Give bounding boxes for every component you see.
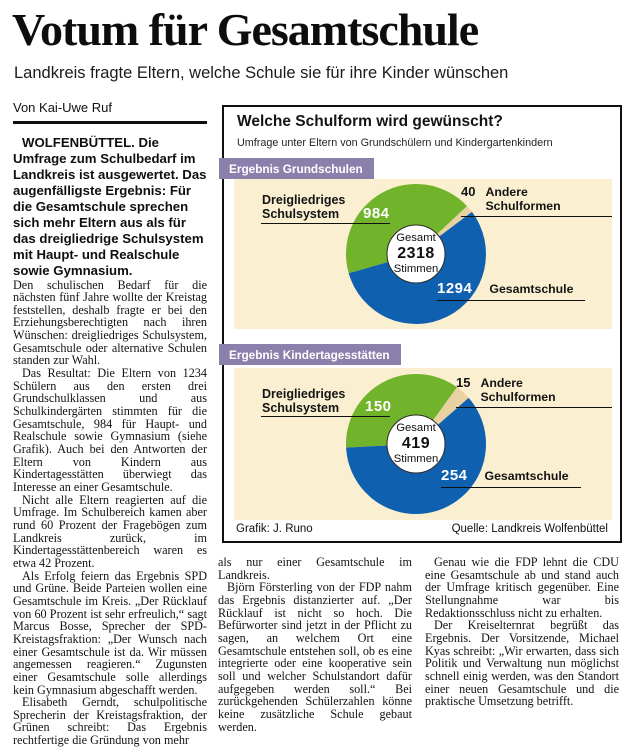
graphic-credit: Grafik: J. Runo: [236, 523, 313, 535]
center-label-bottom: Stimmen: [393, 452, 439, 465]
paragraph: Der Kreiselternrat begrüßt das Ergebnis. Der Vorsitzende, Michael Kyas schreibt: „Wir erwarten, dass sich Politik und Verwaltung nun möglichst schnell einig werden, was den Standort einer neuen Gesamtschule und die praktische Umsetzung betrifft.: [425, 618, 619, 709]
center-label-value: 419: [401, 434, 431, 452]
slice-label-schulsystem: Dreigliedriges Schulsystem: [262, 387, 346, 416]
column1-paragraphs: [13, 279, 207, 747]
column3-paragraphs: [425, 556, 619, 708]
infographic-box: [222, 105, 622, 543]
paragraph: Genau wie die FDP lehnt die CDU eine Gesamtschule ab und stand auch der Umfrage kritisch gegenüber. Eine Stellungnahme war bis Redaktionsschluss nicht zu erhalten.: [425, 555, 619, 620]
callout-gesamtschule: [441, 467, 581, 488]
column2-paragraphs: [218, 556, 412, 733]
slice-value-schulsystem: 984: [363, 205, 390, 222]
graphic-source: Quelle: Landkreis Wolfenbüttel: [451, 523, 608, 535]
byline-rule: [13, 121, 207, 124]
center-label-top: Gesamt: [396, 422, 436, 434]
lead-paragraph: WOLFENBÜTTEL. Die Umfrage zum Schulbedarf im Landkreis ist ausgewertet. Das augenfälligste Ergebnis: Für die Gesamtschule sprechen sich mehr Eltern aus als für das dreigliedrige Schulsystem mit Haupt- und Realschule sowie Gymnasium.: [13, 134, 207, 278]
paragraph: Elisabeth Gerndt, schulpolitische Sprecherin der Kreistagsfraktion, der Grünen schreibt: Das Ergebnis rechtfertige die Gründung von mehr: [13, 695, 207, 748]
center-label-top: Gesamt: [396, 232, 436, 244]
callout-rule-left: [261, 416, 390, 417]
paragraph: Das Resultat: Die Eltern von 1234 Schülern aus den ersten drei Grundschulklassen und aus Schulkindergärten stimmten für die Gesamtschule, 984 für Haupt- und Realschule sowie Gymnasium (siehe Grafik). Auch bei den Antworten der Eltern von Kindern aus Kindertagesstätten überwiegt das Interesse an einer Gesamtschule.: [13, 366, 207, 494]
pie-center-label: [371, 422, 461, 465]
slice-label-gesamtschule: Gesamtschule: [484, 469, 569, 483]
infographic-footer: [236, 523, 608, 535]
section-label-kindertagesstaetten: Ergebnis Kindertagesstätten: [219, 344, 401, 365]
slice-value-schulsystem: 150: [365, 398, 392, 415]
infographic-title: Welche Schulform wird gewünscht?: [237, 113, 503, 130]
article-column-3: [425, 556, 619, 749]
slice-value-andere: 40: [461, 184, 476, 199]
chart-panel-grundschulen: [234, 179, 612, 329]
paragraph: Den schulischen Bedarf für die nächsten fünf Jahre wollte der Kreistag feststellen, deshalb fragte er bei den Erziehungsberechtigten nach ihren Wünschen: dreigliedriges Schulsystem, Gesamtschule oder alternative Schulen standen zur Wahl.: [13, 277, 207, 368]
paragraph: als nur einer Gesamtschule im Landkreis.: [218, 555, 412, 582]
slice-value-andere: 15: [456, 375, 471, 390]
paragraph: Nicht alle Eltern reagierten auf die Umfrage. Im Schulbereich kamen aber rund 60 Prozent der Fragebögen zum Landkreis zurück, im Kindertagesstättenbereich waren es etwa 42 Prozent.: [13, 492, 207, 570]
subhead: Landkreis fragte Eltern, welche Schule sie für ihre Kinder wünschen: [14, 64, 509, 82]
callout-gesamtschule: [437, 280, 585, 301]
article-column-1: [13, 101, 207, 749]
slice-label-andere: Andere Schulformen: [485, 185, 561, 213]
article-column-2: [218, 556, 412, 749]
byline: Von Kai-Uwe Ruf: [13, 100, 112, 115]
paragraph: Als Erfolg feiern das Ergebnis SPD und Grüne. Beide Parteien wollen eine Gesamtschule im Kreis. „Der Rücklauf von 60 Prozent ist sehr erfreulich,“ sagt Marcus Bosse, Sprecher der SPD-Kreistagsfraktion: „Der Wunsch nach einer Gesamtschule ist da. Wir müssen angemessen reagieren.“ Zugunsten einer Gesamtschule solle allerdings kein Gymnasium abgeschafft werden.: [13, 568, 207, 697]
section-label-grundschulen: Ergebnis Grundschulen: [219, 158, 374, 179]
pie-center-label: [371, 232, 461, 275]
callout-andere-schulformen: [456, 375, 612, 408]
slice-label-andere: Andere Schulformen: [480, 376, 556, 404]
headline: Votum für Gesamtschule: [12, 4, 479, 55]
callout-andere-schulformen: [461, 184, 612, 217]
center-label-value: 2318: [397, 244, 435, 262]
callout-rule-left: [261, 223, 390, 224]
slice-value-gesamtschule: 1294: [437, 280, 473, 297]
slice-value-gesamtschule: 254: [441, 467, 468, 484]
slice-label-schulsystem: Dreigliedriges Schulsystem: [262, 193, 346, 222]
paragraph: Björn Försterling von der FDP nahm das Ergebnis distanzierter auf. „Der Rücklauf ist nicht so hoch. Die Befürworter sind jetzt in der Pflicht zu sagen, an welchem Ort eine Gesamtschule entstehen soll, ob es eine integrierte oder eine kooperative sein soll und welcher Schulstandort dafür aufgegeben werden soll.“ Bei zurückgehenden Schülerzahlen könne keine zusätzliche Schule gebaut werden.: [218, 580, 412, 734]
infographic-subtitle: Umfrage unter Eltern von Grundschülern und Kindergartenkindern: [237, 137, 553, 149]
chart-panel-kindertagesstaetten: [234, 368, 612, 520]
slice-label-gesamtschule: Gesamtschule: [489, 282, 574, 296]
center-label-bottom: Stimmen: [393, 262, 439, 275]
